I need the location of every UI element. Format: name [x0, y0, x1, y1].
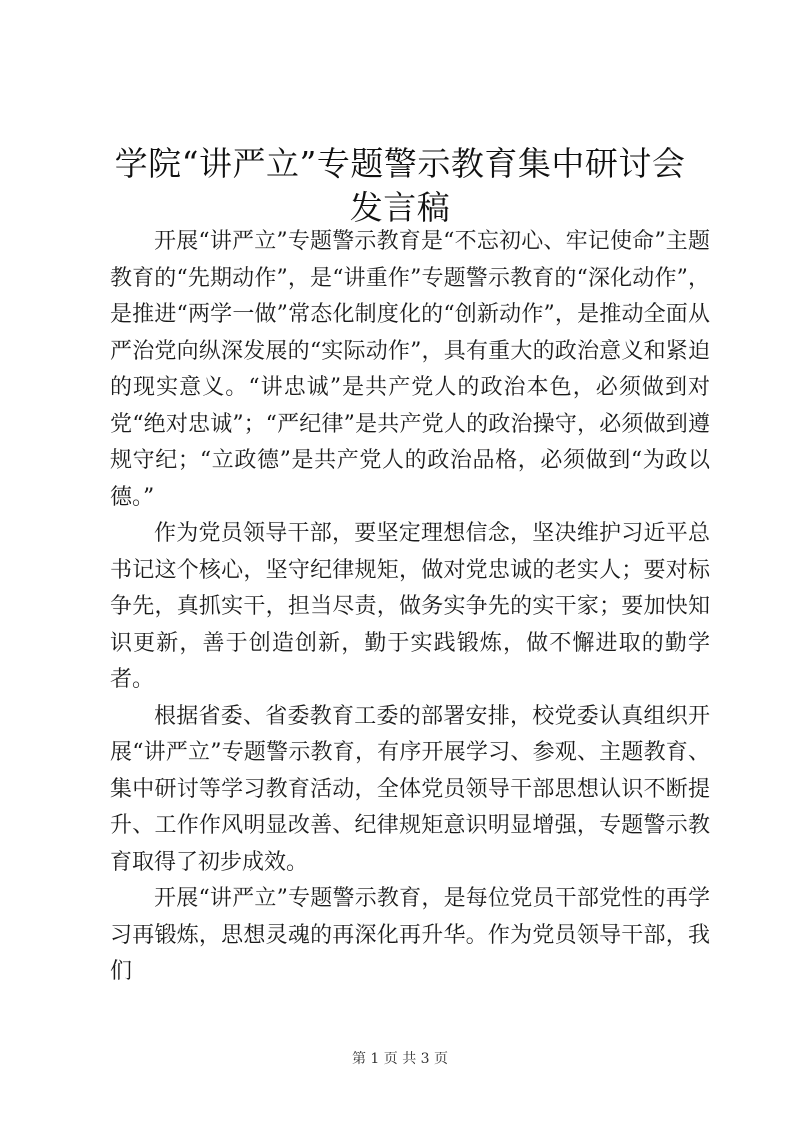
document-title: 学院“讲严立”专题警示教育集中研讨会发言稿: [114, 144, 686, 227]
document-body: [110, 224, 710, 991]
paragraph-2: 作为党员领导干部，要坚定理想信念，坚决维护习近平总书记这个核心，坚守纪律规矩，做对党忠诚的老实人；要对标争先，真抓实干，担当尽责，做务实争先的实干家；要加快知识更新，善于创造创新，勤于实践锻炼，做不懈进取的勤学者。: [110, 521, 710, 692]
paragraph-3: 根据省委、省委教育工委的部署安排，校党委认真组织开展“讲严立”专题警示教育，有序开展学习、参观、主题教育、集中研讨等学习教育活动，全体党员领导干部思想认识不断提升、工作作风明显改善、纪律规矩意识明显增强，专题警示教育取得了初步成效。: [110, 703, 710, 875]
paragraph-1: 开展“讲严立”专题警示教育是“不忘初心、牢记使命”主题教育的“先期动作”，是“讲重作”专题警示教育的“深化动作”，是推进“两学一做”常态化制度化的“创新动作”，是推动全面从严治党向纵深发展的“实际动作”，具有重大的政治意义和紧迫的现实意义。“讲忠诚”是共产党人的政治本色，必须做到对党“绝对忠诚”；“严纪律”是共产党人的政治操守，必须做到遵规守纪；“立政德”是共产党人的政治品格，必须做到“为政以德。”: [110, 229, 710, 510]
page-number-footer: 第 1 页 共 3 页: [351, 1051, 449, 1067]
paragraph-4: 开展“讲严立”专题警示教育，是每位党员干部党性的再学习再锻炼，思想灵魂的再深化再升华。作为党员领导干部，我们: [110, 886, 710, 984]
